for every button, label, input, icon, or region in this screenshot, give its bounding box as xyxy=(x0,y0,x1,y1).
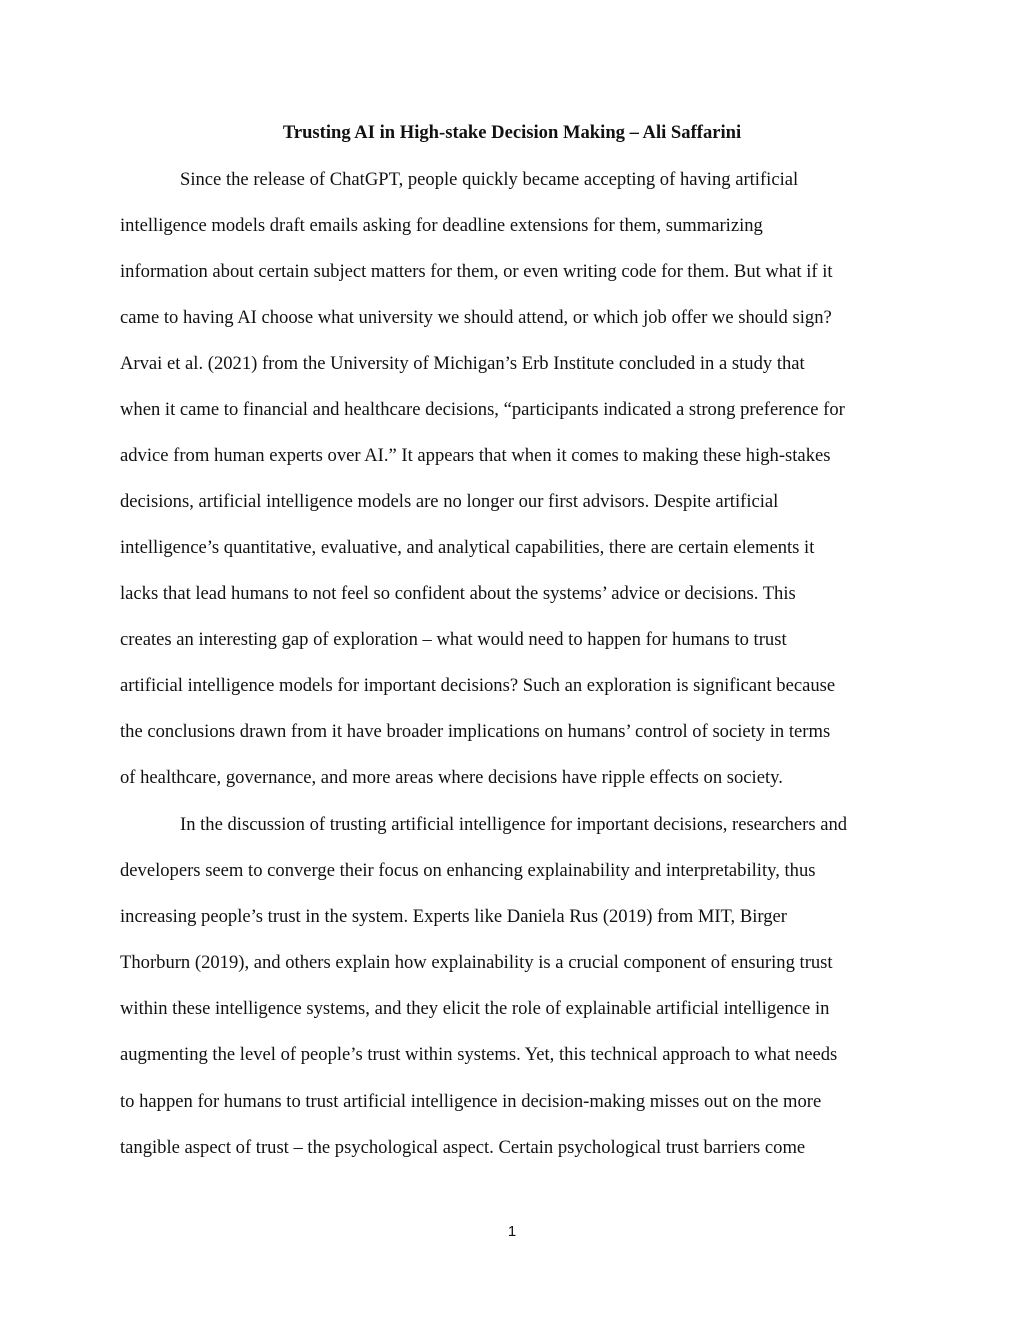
paragraph-1-line-3: information about certain subject matters for them, or even writing code for them. But what if it xyxy=(120,261,833,282)
paragraph-2-line-6: augmenting the level of people’s trust within systems. Yet, this technical approach to what needs xyxy=(120,1044,838,1065)
paragraph-2-line-4: Thorburn (2019), and others explain how explainability is a crucial component of ensuring trust xyxy=(120,952,833,973)
paragraph-1-line-9: intelligence’s quantitative, evaluative, and analytical capabilities, there are certain elements it xyxy=(120,537,815,558)
page-number: 1 xyxy=(507,1223,517,1240)
paragraph-2-line-1: In the discussion of trusting artificial intelligence for important decisions, researchers and xyxy=(180,814,848,835)
paragraph-1-line-13: the conclusions drawn from it have broader implications on humans’ control of society in terms xyxy=(120,721,831,742)
paragraph-1-line-2: intelligence models draft emails asking for deadline extensions for them, summarizing xyxy=(120,215,763,236)
paragraph-2-line-2: developers seem to converge their focus on enhancing explainability and interpretability, thus xyxy=(120,860,816,881)
paragraph-1-line-12: artificial intelligence models for important decisions? Such an exploration is significant because xyxy=(120,675,836,696)
paragraph-2-line-5: within these intelligence systems, and they elicit the role of explainable artificial intelligence in xyxy=(120,998,830,1019)
paragraph-1-line-11: creates an interesting gap of exploration – what would need to happen for humans to trust xyxy=(120,629,787,650)
paragraph-1-line-10: lacks that lead humans to not feel so confident about the systems’ advice or decisions. This xyxy=(120,583,796,604)
paragraph-1-line-6: when it came to financial and healthcare decisions, “participants indicated a strong preference for xyxy=(120,399,845,420)
paragraph-2-line-3: increasing people’s trust in the system. Experts like Daniela Rus (2019) from MIT, Birger xyxy=(120,906,787,927)
paragraph-2-line-7: to happen for humans to trust artificial intelligence in decision-making misses out on the more xyxy=(120,1091,822,1112)
paragraph-1-line-5: Arvai et al. (2021) from the University of Michigan’s Erb Institute concluded in a study that xyxy=(120,353,805,374)
paragraph-1-line-4: came to having AI choose what university we should attend, or which job offer we should sign? xyxy=(120,307,832,328)
paragraph-1-line-8: decisions, artificial intelligence models are no longer our first advisors. Despite artificial xyxy=(120,491,779,512)
paragraph-1-line-1: Since the release of ChatGPT, people quickly became accepting of having artificial xyxy=(180,169,799,190)
paragraph-2-line-8: tangible aspect of trust – the psychological aspect. Certain psychological trust barriers come xyxy=(120,1137,806,1158)
paragraph-1-line-7: advice from human experts over AI.” It appears that when it comes to making these high-stakes xyxy=(120,445,831,466)
paragraph-1-line-14: of healthcare, governance, and more areas where decisions have ripple effects on society. xyxy=(120,767,783,788)
document-title: Trusting AI in High-stake Decision Making – Ali Saffarini xyxy=(282,122,742,143)
